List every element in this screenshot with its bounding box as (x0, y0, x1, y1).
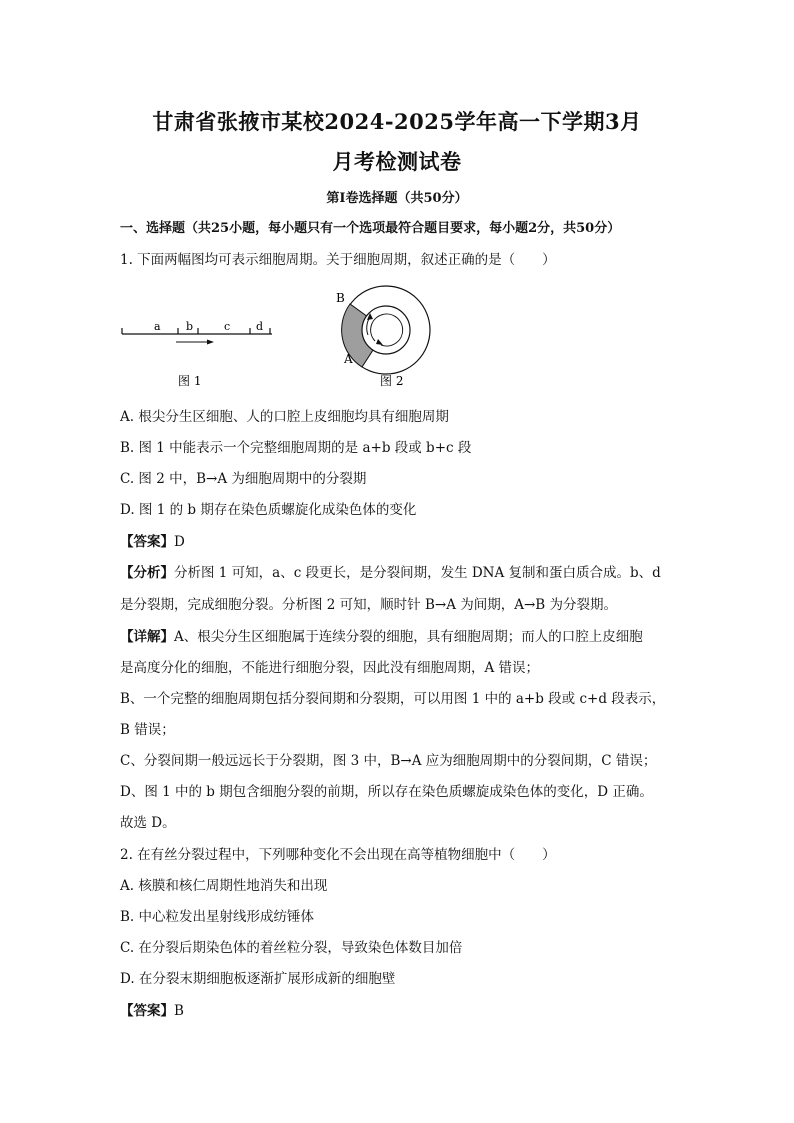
detail-tag: 【详解】 (120, 629, 174, 645)
detail-text: A、根尖分生区细胞属于连续分裂的细胞，具有细胞周期；而人的口腔上皮细胞 (174, 629, 643, 645)
q1-option-a: A. 根尖分生区细胞、人的口腔上皮细胞均具有细胞周期 (120, 409, 449, 425)
q1-analysis-line1 (120, 561, 680, 581)
q1-detail-line2: 是高度分化的细胞，不能进行细胞分裂，因此没有细胞周期，A 错误； (120, 660, 540, 676)
q2-option-d: D. 在分裂末期细胞板逐渐扩展形成新的细胞壁 (120, 971, 396, 987)
answer-tag: 【答案】 (120, 534, 174, 550)
arrowhead (207, 340, 214, 345)
q1-answer-line (120, 530, 680, 550)
q2-answer-line (120, 999, 680, 1019)
q1-option-b: B. 图 1 中能表示一个完整细胞周期的是 a+b 段或 b+c 段 (120, 440, 472, 456)
q1-detail-line5: C、分裂间期一般远远长于分裂期，图 3 中，B→A 应为细胞周期中的分裂间期，C 错误； (120, 753, 657, 769)
figure-1-caption: 图 1 (178, 374, 202, 388)
answer-tag: 【答案】 (120, 1003, 174, 1019)
q1-stem: 1. 下面两幅图均可表示细胞周期。关于细胞周期，叙述正确的是（ ） (120, 252, 556, 268)
q1-detail-line7: 故选 D。 (120, 815, 176, 831)
part-heading: 一、选择题（共25小题，每小题只有一个选项最符合题目要求，每小题2分，共50分） (120, 221, 621, 236)
answer-value: D (174, 534, 185, 550)
q2-option-b: B. 中心粒发出星射线形成纺锤体 (120, 909, 315, 925)
section-heading: 第I卷选择题（共50分） (326, 191, 468, 206)
analysis-text: 分析图 1 可知，a、c 段更长，是分裂间期，发生 DNA 复制和蛋白质合成。b、d (174, 565, 661, 581)
exam-title-line1: 甘肃省张掖市某校2024-2025学年高一下学期3月 (152, 109, 642, 134)
q1-option-c: C. 图 2 中，B→A 为细胞周期中的分裂期 (120, 471, 367, 487)
q1-figure-1 (118, 315, 278, 395)
point-label-b: B (336, 291, 345, 305)
segment-label-c: c (224, 320, 231, 333)
q1-analysis-line2: 是分裂期，完成细胞分裂。分析图 2 可知，顺时针 B→A 为间期，A→B 为分裂期。 (120, 597, 618, 613)
analysis-tag: 【分析】 (120, 565, 174, 581)
q1-detail-line4: B 错误； (120, 722, 175, 738)
q1-detail-line1 (120, 625, 680, 645)
q1-detail-line3: B、一个完整的细胞周期包括分裂间期和分裂期，可以用图 1 中的 a+b 段或 c+d 段表示， (120, 691, 666, 707)
segment-label-d: d (256, 320, 264, 333)
q1-detail-line6: D、图 1 中的 b 期包含细胞分裂的前期，所以存在染色质螺旋成染色体的变化，D 正确。 (120, 784, 653, 800)
q1-option-d: D. 图 1 的 b 期存在染色质螺旋化成染色体的变化 (120, 502, 417, 518)
answer-value: B (174, 1003, 184, 1019)
segment-label-a: a (154, 320, 161, 333)
exam-title-line2: 月考检测试卷 (332, 149, 462, 174)
q1-figure-2 (332, 285, 442, 395)
segment-label-b: b (186, 320, 194, 333)
q2-option-a: A. 核膜和核仁周期性地消失和出现 (120, 878, 328, 894)
q2-option-c: C. 在分裂后期染色体的着丝粒分裂，导致染色体数目加倍 (120, 940, 463, 956)
figure-2-caption: 图 2 (380, 374, 404, 388)
point-label-a: A (344, 352, 353, 366)
q2-stem: 2. 在有丝分裂过程中，下列哪种变化不会出现在高等植物细胞中（ ） (120, 847, 556, 863)
